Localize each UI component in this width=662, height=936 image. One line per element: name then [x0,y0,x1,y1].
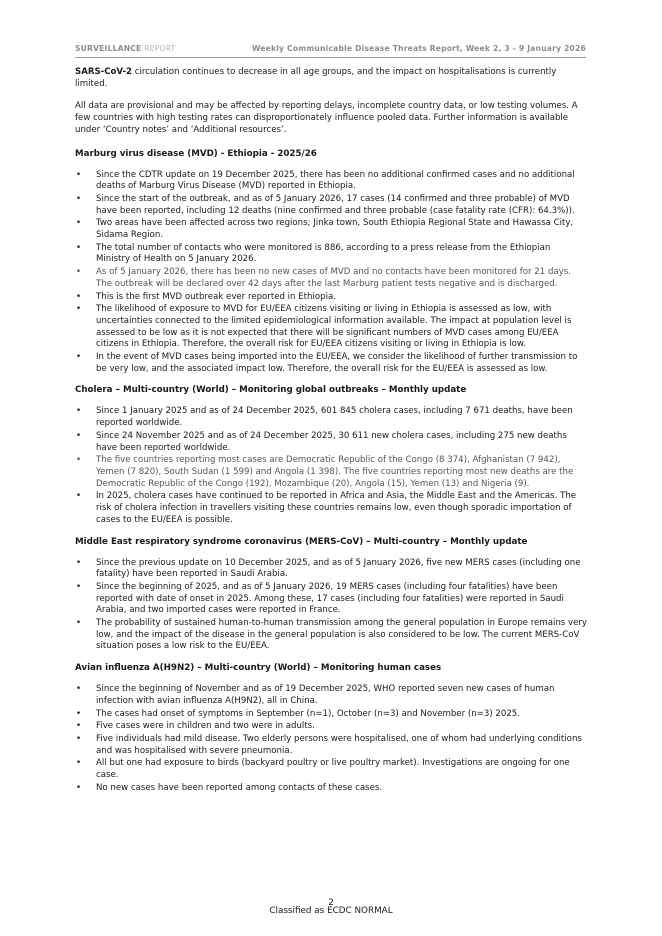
list-item-text: As of 5 January 2026, there has been no new cases of MVD and no contacts have been monitored for 21 days. The outbreak will be declared over 42 days after the last Marburg patient tests negative and is discharged. [96,267,571,289]
list-item [75,352,587,375]
bullet-icon: • [76,782,82,793]
list-item [75,455,587,490]
list-item [75,218,587,241]
list-item [75,491,587,526]
list-item [75,758,587,781]
bullet-icon: • [76,218,82,229]
list-item-text: Two areas have been affected across two regions; Jinka town, South Ethiopia Regional State and Hawassa City, Sidama Region. [96,218,574,241]
list-item [75,734,587,757]
list-item-text: The five countries reporting most cases are Democratic Republic of the Congo (8 374), Afghanistan (7 942), Yemen (7 820), South Sudan (1 599) and Angola (1 398). The five countries reporting most new deaths are the Democratic Republic of the Congo (192), Mozambique (20), Angola (15), Yemen (13) and Nigeria (9). [96,455,574,489]
list-item [75,783,587,795]
list-item-text: Since the beginning of November and as of 19 December 2025, WHO reported seven new cases of human infection with avian influenza A(H9N2), all in China. [96,684,555,706]
list-item [75,243,587,266]
bullet-icon: • [76,708,82,719]
header-label-light: REPORT [144,44,176,53]
running-header [75,43,586,58]
bullet-icon: • [76,193,82,204]
sars-cov-2-summary [75,67,587,90]
bullet-list-cholera [75,406,587,526]
bullet-icon: • [76,169,82,180]
list-item-text: The total number of contacts who were monitored is 886, according to a press release from the Ethiopian Ministry of Health on 5 January 2026. [96,242,551,265]
list-item-text: All but one had exposure to birds (backyard poultry or live poultry market). Investigations are ongoing for one case. [96,758,570,781]
sars-cov-2-text: circulation continues to decrease in all age groups, and the impact on hospitalisations is currently limited. [75,67,557,89]
classification-label: Classified as ECDC NORMAL [269,906,393,916]
list-item [75,267,587,290]
bullet-icon: • [76,618,82,629]
bullet-icon: • [76,406,82,417]
header-label [75,44,176,53]
bullet-icon: • [76,684,82,695]
bullet-list-mers [75,558,587,654]
list-item-text: In 2025, cholera cases have continued to be reported in Africa and Asia, the Middle East and the Americas. The risk of cholera infection in travellers visiting these countries remains low, even though sporadic importation of cases to the EU/EEA is possible. [96,491,577,525]
bullet-icon: • [76,557,82,568]
list-item-text: In the event of MVD cases being imported into the EU/EEA, we consider the likelihood of further transmission to be very low, and the associated impact low. Therefore, the overall risk for the EU/EEA is assessed as low. [96,352,578,374]
bullet-icon: • [76,721,82,732]
list-item-text: This is the first MVD outbreak ever reported in Ethiopia. [96,291,336,302]
list-item-text: Since the CDTR update on 19 December 2025, there has been no additional confirmed cases and no additional deaths of Marburg Virus Disease (MVD) reported in Ethiopia. [96,169,575,192]
list-item-text: Since 24 November 2025 and as of 24 December 2025, 30 611 new cholera cases, including 275 new deaths have been reported worldwide. [96,430,567,453]
list-item-text: Five cases were in children and two were in adults. [96,721,315,732]
bullet-icon: • [76,758,82,769]
list-item [75,431,587,454]
list-item-text: Since the previous update on 10 December 2025, and as of 5 January 2026, five new MERS cases (including one fatality) have been reported in Saudi Arabia. [96,557,581,580]
provisional-data-note: All data are provisional and may be affected by reporting delays, incomplete country data, or low testing volumes. A few countries with high testing rates can disproportionately influence pooled data. Further information is available under ‘Country notes’ and ‘Additional resources’. [75,101,578,135]
bullet-icon: • [76,491,82,502]
list-item-text: The likelihood of exposure to MVD for EU/EEA citizens visiting or living in Ethiopia is assessed as low, with uncertainties connected to the limited epidemiological information available. The impact at population level is assessed to be low as it is not expected that there will be significant numbers of MVD cases among EU/EEA citizens in Ethiopia. Therefore, the overall risk for EU/EEA citizens visiting or living in Ethiopia is low. [96,304,572,350]
section-title-avian-influenza: Avian influenza A(H9N2) – Multi-country (World) – Monitoring human cases [75,663,442,674]
section-title-cholera: Cholera – Multi-country (World) – Monitoring global outbreaks – Monthly update [75,385,467,396]
bullet-icon: • [76,267,82,278]
bullet-list-marburg [75,170,587,376]
section-title-mers: Middle East respiratory syndrome coronavirus (MERS-CoV) – Multi-country – Monthly update [75,536,528,547]
list-item-text: Since the start of the outbreak, and as of 5 January 2026, 17 cases (14 confirmed and three probable) of MVD have been reported, including 12 deaths (nine confirmed and three probable (case fatality rate (CFR): 64.3%)). [96,193,575,216]
list-item [75,406,587,429]
list-item [75,684,587,707]
bullet-icon: • [76,304,82,315]
list-item-text: Since 1 January 2025 and as of 24 December 2025, 601 845 cholera cases, including 7 671 deaths, have been reported worldwide. [96,406,573,429]
list-item [75,709,587,721]
bullet-list-avian-influenza [75,684,587,794]
list-item [75,618,587,653]
sars-cov-2-name: SARS-CoV-2 [75,67,132,77]
list-item-text: No new cases have been reported among contacts of these cases. [96,782,383,793]
bullet-icon: • [76,733,82,744]
list-item-text: The probability of sustained human-to-human transmission among the general population in Europe remains very low, and the impact of the disease in the general population is also considered to be low. The current MERS-CoV situation poses a low risk to the EU/EEA. [96,618,588,652]
list-item [75,292,587,304]
list-item [75,304,587,351]
page-number: 2 [328,898,334,908]
list-item [75,558,587,581]
list-item [75,582,587,617]
bullet-icon: • [76,455,82,466]
list-item-text: The cases had onset of symptoms in September (n=1), October (n=3) and November (n=3) 2025. [96,708,521,719]
list-item [75,721,587,733]
report-body [75,67,587,803]
section-title-marburg: Marburg virus disease (MVD) - Ethiopia - 2025/26 [75,148,317,159]
bullet-icon: • [76,430,82,441]
list-item [75,194,587,217]
list-item [75,170,587,193]
bullet-icon: • [76,581,82,592]
header-title: Weekly Communicable Disease Threats Report, Week 2, 3 - 9 January 2026 [251,44,586,53]
bullet-icon: • [76,291,82,302]
list-item-text: Since the beginning of 2025, and as of 5 January 2026, 19 MERS cases (including four fatalities) have been reported with date of onset in 2025. Among these, 17 cases (including four fatalities) were reported in Saudi Arabia, and two imported cases were reported in France. [96,581,564,616]
bullet-icon: • [76,242,82,253]
bullet-icon: • [76,352,82,363]
list-item-text: Five individuals had mild disease. Two elderly persons were hospitalised, one of whom had underlying conditions and was hospitalised with severe pneumonia. [96,733,582,756]
header-label-bold: SURVEILLANCE [75,44,142,53]
